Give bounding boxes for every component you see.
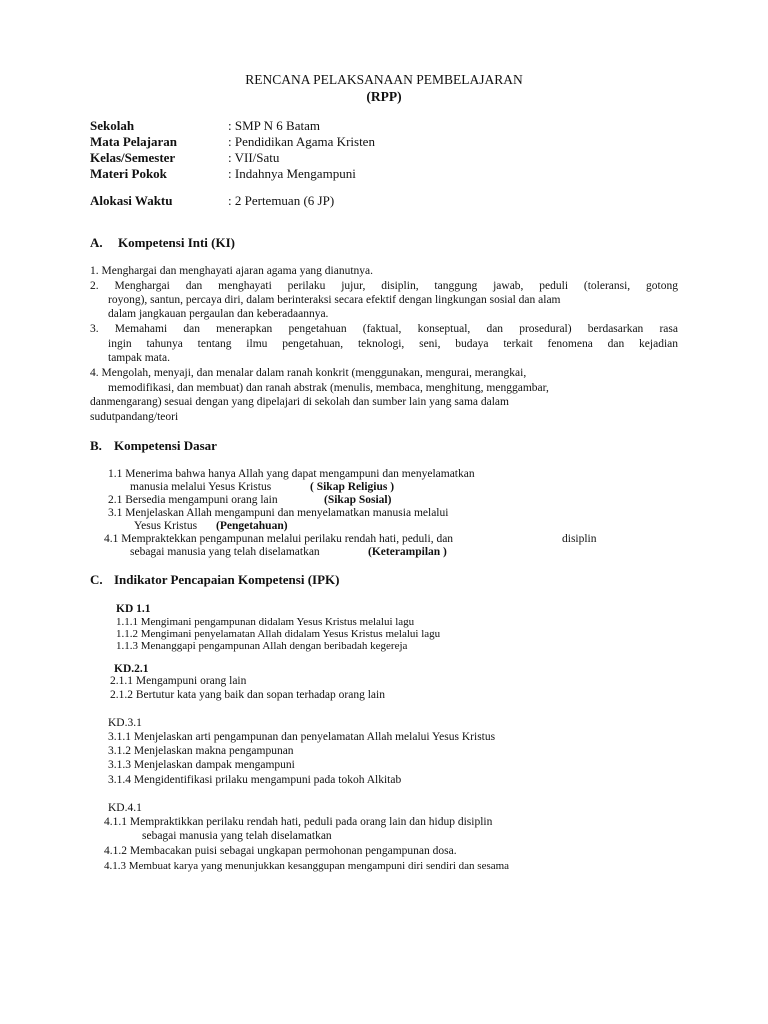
section-c-heading: Indikator Pencapaian Kompetensi (IPK) bbox=[114, 572, 340, 587]
ki-line: 3. Memahami dan menerapkan pengetahuan (faktual, konseptual, dan prosedural) berdasarkan rasa bbox=[90, 323, 678, 335]
ipk-item: 1.1.2 Mengimani penyelamatan Allah didalam Yesus Kristus melalui lagu bbox=[116, 628, 441, 640]
identity-label-school: Sekolah bbox=[90, 118, 135, 133]
kd-item-line: sebagai manusia yang telah diselamatkan bbox=[130, 546, 320, 558]
ki-line: danmengarang) sesuai dengan yang dipelajari di sekolah dan sumber lain yang sama dalam bbox=[90, 396, 509, 408]
document-title: RENCANA PELAKSANAAN PEMBELAJARAN bbox=[245, 72, 523, 87]
ipk-item: sebagai manusia yang telah diselamatkan bbox=[142, 830, 332, 842]
identity-value-topic: : Indahnya Mengampuni bbox=[228, 166, 356, 181]
ipk-item: 3.1.4 Mengidentifikasi prilaku mengampuni pada tokoh Alkitab bbox=[108, 774, 402, 786]
section-a-heading: Kompetensi Inti (KI) bbox=[118, 235, 235, 250]
kd-item-tag: (Keterampilan ) bbox=[368, 546, 447, 558]
identity-label-time: Alokasi Waktu bbox=[90, 193, 173, 208]
ipk-group-title: KD 1.1 bbox=[116, 603, 151, 615]
ipk-group-title: KD.4.1 bbox=[108, 802, 142, 814]
ipk-item: 4.1.2 Membacakan puisi sebagai ungkapan permohonan pengampunan dosa. bbox=[104, 845, 457, 857]
ki-line: memodifikasi, dan membuat) dan ranah abstrak (menulis, membaca, menghitung, menggambar, bbox=[108, 382, 549, 394]
kd-item-line: 3.1 Menjelaskan Allah mengampuni dan menyelamatkan manusia melalui bbox=[108, 507, 449, 519]
identity-label-topic: Materi Pokok bbox=[90, 166, 167, 181]
section-b-letter: B. bbox=[90, 438, 102, 453]
kd-item-line: Yesus Kristus bbox=[134, 520, 198, 532]
kd-item-tag: (Sikap Sosial) bbox=[324, 494, 392, 506]
ki-line: royong), santun, percaya diri, dalam berinteraksi secara efektif dengan lingkungan sosial dan alam bbox=[108, 294, 561, 306]
ipk-item: 2.1.2 Bertutur kata yang baik dan sopan terhadap orang lain bbox=[110, 689, 385, 701]
identity-value-class: : VII/Satu bbox=[228, 150, 280, 165]
ki-line: tampak mata. bbox=[108, 352, 170, 364]
ki-line: dalam jangkauan pergaulan dan keberadaannya. bbox=[108, 308, 329, 320]
ipk-item: 4.1.1 Mempraktikkan perilaku rendah hati, peduli pada orang lain dan hidup disiplin bbox=[104, 816, 493, 828]
ipk-group-title: KD.3.1 bbox=[108, 717, 142, 729]
kd-item-line: manusia melalui Yesus Kristus bbox=[130, 481, 272, 493]
ipk-item: 3.1.3 Menjelaskan dampak mengampuni bbox=[108, 759, 295, 771]
kd-item-line: 4.1 Mempraktekkan pengampunan melalui perilaku rendah hati, peduli, dan bbox=[104, 533, 454, 545]
kd-item-line: 1.1 Menerima bahwa hanya Allah yang dapat mengampuni dan menyelamatkan bbox=[108, 468, 475, 480]
kd-item-line: 2.1 Bersedia mengampuni orang lain bbox=[108, 494, 278, 506]
ki-line: sudutpandang/teori bbox=[90, 411, 179, 423]
kd-item-tag: (Pengetahuan) bbox=[216, 520, 288, 532]
ipk-item: 1.1.3 Menanggapi pengampunan Allah dengan beribadah kegereja bbox=[116, 640, 408, 652]
identity-value-school: : SMP N 6 Batam bbox=[228, 118, 320, 133]
ipk-item: 3.1.1 Menjelaskan arti pengampunan dan penyelamatan Allah melalui Yesus Kristus bbox=[108, 731, 496, 743]
kd-item-line: disiplin bbox=[562, 533, 597, 545]
ipk-group-title: KD.2.1 bbox=[114, 663, 149, 675]
section-a-letter: A. bbox=[90, 235, 103, 250]
ipk-item: 1.1.1 Mengimani pengampunan didalam Yesus Kristus melalui lagu bbox=[116, 616, 415, 628]
ki-line: 4. Mengolah, menyaji, dan menalar dalam ranah konkrit (menggunakan, mengurai, merangkai, bbox=[90, 367, 527, 379]
identity-value-subject: : Pendidikan Agama Kristen bbox=[228, 134, 375, 149]
ipk-item: 4.1.3 Membuat karya yang menunjukkan kesanggupan mengampuni diri sendiri dan sesama bbox=[104, 860, 510, 872]
ipk-item: 2.1.1 Mengampuni orang lain bbox=[110, 675, 247, 687]
identity-label-subject: Mata Pelajaran bbox=[90, 134, 178, 149]
section-b-heading: Kompetensi Dasar bbox=[114, 438, 217, 453]
ki-line: 2. Menghargai dan menghayati perilaku jujur, disiplin, tanggung jawab, peduli (toleransi, gotong bbox=[90, 280, 678, 292]
identity-value-time: : 2 Pertemuan (6 JP) bbox=[228, 193, 335, 208]
ki-line: ingin tahunya tentang ilmu pengetahuan, teknologi, seni, budaya terkait fenomena dan kejadian bbox=[108, 338, 678, 350]
section-c-letter: C. bbox=[90, 572, 103, 587]
identity-label-class: Kelas/Semester bbox=[90, 150, 176, 165]
document-subtitle: (RPP) bbox=[366, 89, 402, 104]
ki-line: 1. Menghargai dan menghayati ajaran agama yang dianutnya. bbox=[90, 265, 374, 277]
ipk-item: 3.1.2 Menjelaskan makna pengampunan bbox=[108, 745, 294, 757]
kd-item-tag: ( Sikap Religius ) bbox=[310, 481, 395, 493]
